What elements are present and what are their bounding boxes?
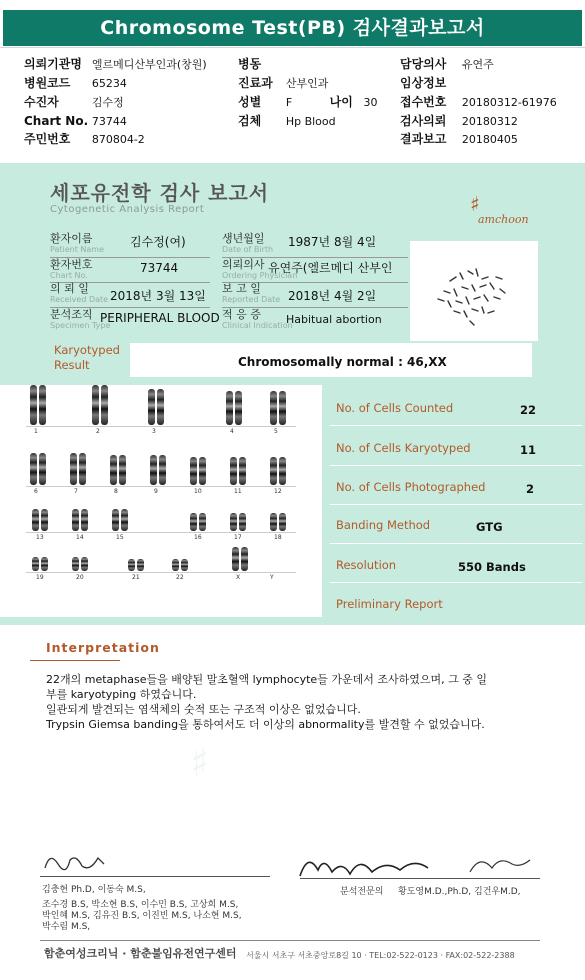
interpretation-line-1: 22개의 metaphase들을 배양된 말초혈액 lymphocyte들 가운데서 조사하였으며, 그 중 일 — [46, 673, 487, 686]
chromosome — [72, 557, 79, 571]
analyst-label: 분석전문의 — [340, 887, 384, 897]
chromosome — [30, 453, 37, 485]
field-dob: 생년월일 Date of Birth 1987년 8월 4일 — [222, 232, 377, 254]
chromosome-number-label: 8 — [114, 488, 118, 495]
cells-karyotyped-label: No. of Cells Karyotyped — [336, 441, 471, 455]
chromosome — [41, 557, 48, 571]
left-signers-line-2: 조수경 B.S, 박소현 B.S, 이수민 B.S, 고상희 M.S, — [42, 900, 239, 910]
info-doctor: 담당의사 유연주 — [400, 57, 494, 71]
chromosome — [101, 385, 108, 425]
footer-address: 서울시 서초구 서초중앙로8길 10 · TEL:02-522-0123 · FAX:02-522-2388 — [246, 951, 515, 960]
info-rrn: 주민번호 870804-2 — [24, 132, 145, 146]
left-signers-line-4: 박수림 M.S, — [42, 922, 91, 932]
chromosome — [239, 457, 246, 485]
chromosome — [232, 547, 239, 571]
chromosome-pair-17 — [230, 513, 246, 531]
chromosome-number-label: 17 — [234, 534, 242, 541]
cells-counted-label: No. of Cells Counted — [336, 401, 454, 415]
interpretation-underline — [30, 660, 120, 661]
chromosome-pair-5 — [270, 391, 286, 425]
info-recipient: 수진자 김수정 — [24, 95, 124, 109]
field-indication: 적 응 증 Clinical Indication Habitual abortion — [222, 308, 382, 330]
preliminary-report-label: Preliminary Report — [336, 597, 443, 611]
chromosome-number-label: 9 — [154, 488, 158, 495]
top-header — [0, 0, 585, 48]
chromosome-number-label: Y — [270, 574, 274, 581]
chromosome-pair-19 — [32, 557, 48, 571]
chromosome — [181, 559, 188, 571]
chromosome — [190, 513, 197, 531]
chromosome — [110, 455, 117, 485]
chromosome-number-label: 12 — [274, 488, 282, 495]
chromosome — [270, 513, 277, 531]
chromosome-number-label: 1 — [34, 428, 38, 435]
chromosome-number-label: 5 — [274, 428, 278, 435]
chromosome-number-label: X — [236, 574, 241, 581]
info-receipt: 접수번호 20180312-61976 — [400, 95, 557, 109]
chromosome-pair-12 — [270, 457, 286, 485]
chromosome — [270, 391, 277, 425]
chromosome — [32, 557, 39, 571]
cytogenetic-report — [0, 163, 585, 625]
watermark-logo: ♯ — [190, 740, 210, 786]
info-dept: 진료과 산부인과 — [238, 76, 329, 90]
info-ward: 병동 — [238, 57, 262, 71]
interpretation-line-2: 부를 karyotyping 하였습니다. — [46, 688, 197, 701]
field-chart-no: 환자번호 Chart No. 73744 — [50, 258, 179, 280]
chromosome — [81, 557, 88, 571]
field-reported: 보 고 일 Reported Date 2018년 4월 2일 — [222, 282, 377, 304]
banding-method-label: Banding Method — [336, 518, 431, 532]
chromosome — [157, 389, 164, 425]
chromosome-pair-22 — [172, 559, 188, 571]
lab-logo-text: amchoon — [478, 213, 529, 226]
report-subtitle: Cytogenetic Analysis Report — [50, 204, 205, 215]
chromosome — [128, 559, 135, 571]
chromosome — [79, 453, 86, 485]
interpretation-title: Interpretation — [46, 640, 160, 655]
chromosome-pair-X — [232, 547, 248, 571]
chromosome — [279, 513, 286, 531]
chromosome-number-label: 14 — [76, 534, 84, 541]
chromosome — [32, 509, 39, 531]
field-specimen: 분석조직 Specimen Type PERIPHERAL BLOOD — [50, 308, 220, 330]
karyotyped-label: Karyotyped Result — [54, 343, 120, 372]
field-received: 의 뢰 일 Received Date 2018년 3월 13일 — [50, 282, 206, 304]
chromosome-number-label: 3 — [152, 428, 156, 435]
chromosome — [150, 455, 157, 485]
info-specimen: 검체 Hp Blood — [238, 114, 336, 128]
chromosome — [72, 509, 79, 531]
interpretation-line-4: Trypsin Giemsa banding을 통하여서도 더 이상의 abnormality를 발견할 수 없었습니다. — [46, 718, 485, 731]
info-report-date: 결과보고 20180405 — [400, 132, 518, 146]
document-title: Chromosome Test(PB) 검사결과보고서 — [3, 10, 582, 46]
chromosome — [199, 513, 206, 531]
lab-logo-icon: ♯ — [470, 192, 480, 216]
info-clinical: 임상정보 — [400, 76, 447, 90]
chromosome — [41, 509, 48, 531]
info-sex: 성별 F 나이 30 — [238, 95, 378, 109]
chromosome — [190, 457, 197, 485]
chromosome-number-label: 21 — [132, 574, 140, 581]
footer-organization: 함춘여성크리닉 · 함춘불임유전연구센터 — [44, 947, 237, 960]
karyogram-image — [0, 385, 322, 617]
chromosome — [137, 559, 144, 571]
chromosome-pair-8 — [110, 455, 126, 485]
right-signature-image — [290, 846, 540, 886]
field-patient-name: 환자이름 Patient Name 김수정(여) — [50, 232, 186, 254]
chromosome-pair-1 — [30, 385, 46, 425]
chromosome-pair-9 — [150, 455, 166, 485]
chromosome-number-label: 20 — [76, 574, 84, 581]
chromosome-pair-10 — [190, 457, 206, 485]
karyogram-row-line — [26, 532, 296, 533]
chromosome — [230, 513, 237, 531]
chromosome — [159, 455, 166, 485]
chromosome — [121, 509, 128, 531]
chromosome-pair-11 — [230, 457, 246, 485]
chromosome — [239, 513, 246, 531]
cells-photographed-value: 2 — [526, 482, 535, 496]
chromosome — [70, 453, 77, 485]
interpretation-line-3: 일관되게 발견되는 염색체의 숫적 또는 구조적 이상은 없었습니다. — [46, 703, 361, 716]
info-code: 병원코드 65234 — [24, 76, 127, 90]
chromosome-number-label: 10 — [194, 488, 202, 495]
chromosome-number-label: 22 — [176, 574, 184, 581]
chromosome — [30, 385, 37, 425]
metaphase-photo — [410, 241, 538, 341]
karyotype-result: Chromosomally normal : 46,XX — [238, 355, 447, 369]
info-org: 의뢰기관명 엘르메디산부인과(창원) — [24, 57, 207, 71]
chromosome-number-label: 16 — [194, 534, 202, 541]
chromosome — [81, 509, 88, 531]
cells-counted-value: 22 — [520, 403, 537, 417]
banding-method-value: GTG — [476, 520, 503, 534]
field-physician: 의뢰의사 Ordering Physician 유연주(엘르메디 산부인 — [222, 258, 393, 280]
chromosome-number-label: 2 — [96, 428, 100, 435]
karyotype-result-box — [130, 343, 532, 377]
chromosome-number-label: 13 — [36, 534, 44, 541]
chromosome-pair-2 — [92, 385, 108, 425]
cells-photographed-label: No. of Cells Photographed — [336, 480, 486, 494]
karyogram-row-line — [26, 572, 296, 573]
chromosome — [39, 453, 46, 485]
chromosome-pair-13 — [32, 509, 48, 531]
info-request: 검사의뢰 20180312 — [400, 114, 518, 128]
footer-divider — [40, 940, 540, 941]
chromosome-pair-3 — [148, 389, 164, 425]
chromosome — [230, 457, 237, 485]
karyogram-row-line — [26, 486, 296, 487]
chromosome-number-label: 6 — [34, 488, 38, 495]
left-signers-line-1: 김충현 Ph.D, 이동숙 M.S, — [42, 885, 146, 895]
karyogram-row-line — [26, 426, 296, 427]
chromosome — [148, 389, 155, 425]
left-signers-line-3: 박인혜 M.S, 김유진 B.S, 이진빈 M.S, 나소현 M.S, — [42, 911, 242, 921]
chromosome-number-label: 15 — [116, 534, 124, 541]
report-title: 세포유전학 검사 보고서 — [50, 181, 270, 205]
chromosome-pair-21 — [128, 559, 144, 571]
resolution-label: Resolution — [336, 558, 397, 572]
chromosome-pair-18 — [270, 513, 286, 531]
chromosome — [112, 509, 119, 531]
chromosome — [92, 385, 99, 425]
chromosome-number-label: 7 — [74, 488, 78, 495]
chromosome-number-label: 18 — [274, 534, 282, 541]
chromosome-pair-20 — [72, 557, 88, 571]
chromosome — [241, 547, 248, 571]
chromosome-pair-6 — [30, 453, 46, 485]
chromosome-pair-16 — [190, 513, 206, 531]
chromosome — [119, 455, 126, 485]
chromosome-number-label: 11 — [234, 488, 242, 495]
chromosome-number-label: 19 — [36, 574, 44, 581]
chromosome — [235, 391, 242, 425]
chromosome — [270, 457, 277, 485]
chromosome-pair-4 — [226, 391, 242, 425]
left-signature-image — [40, 846, 110, 876]
resolution-value: 550 Bands — [458, 560, 526, 574]
cells-karyotyped-value: 11 — [520, 443, 537, 457]
chromosome-number-label: 4 — [230, 428, 234, 435]
chromosome — [279, 391, 286, 425]
chromosome — [199, 457, 206, 485]
analyst-names: 황도영M.D.,Ph.D, 김건우M.D, — [398, 887, 521, 897]
chromosome — [279, 457, 286, 485]
info-chart: Chart No. 73744 — [24, 114, 127, 128]
chromosome — [172, 559, 179, 571]
chromosome-pair-14 — [72, 509, 88, 531]
chromosome — [226, 391, 233, 425]
chromosome-pair-15 — [112, 509, 128, 531]
chromosome — [39, 385, 46, 425]
chromosome-pair-7 — [70, 453, 86, 485]
